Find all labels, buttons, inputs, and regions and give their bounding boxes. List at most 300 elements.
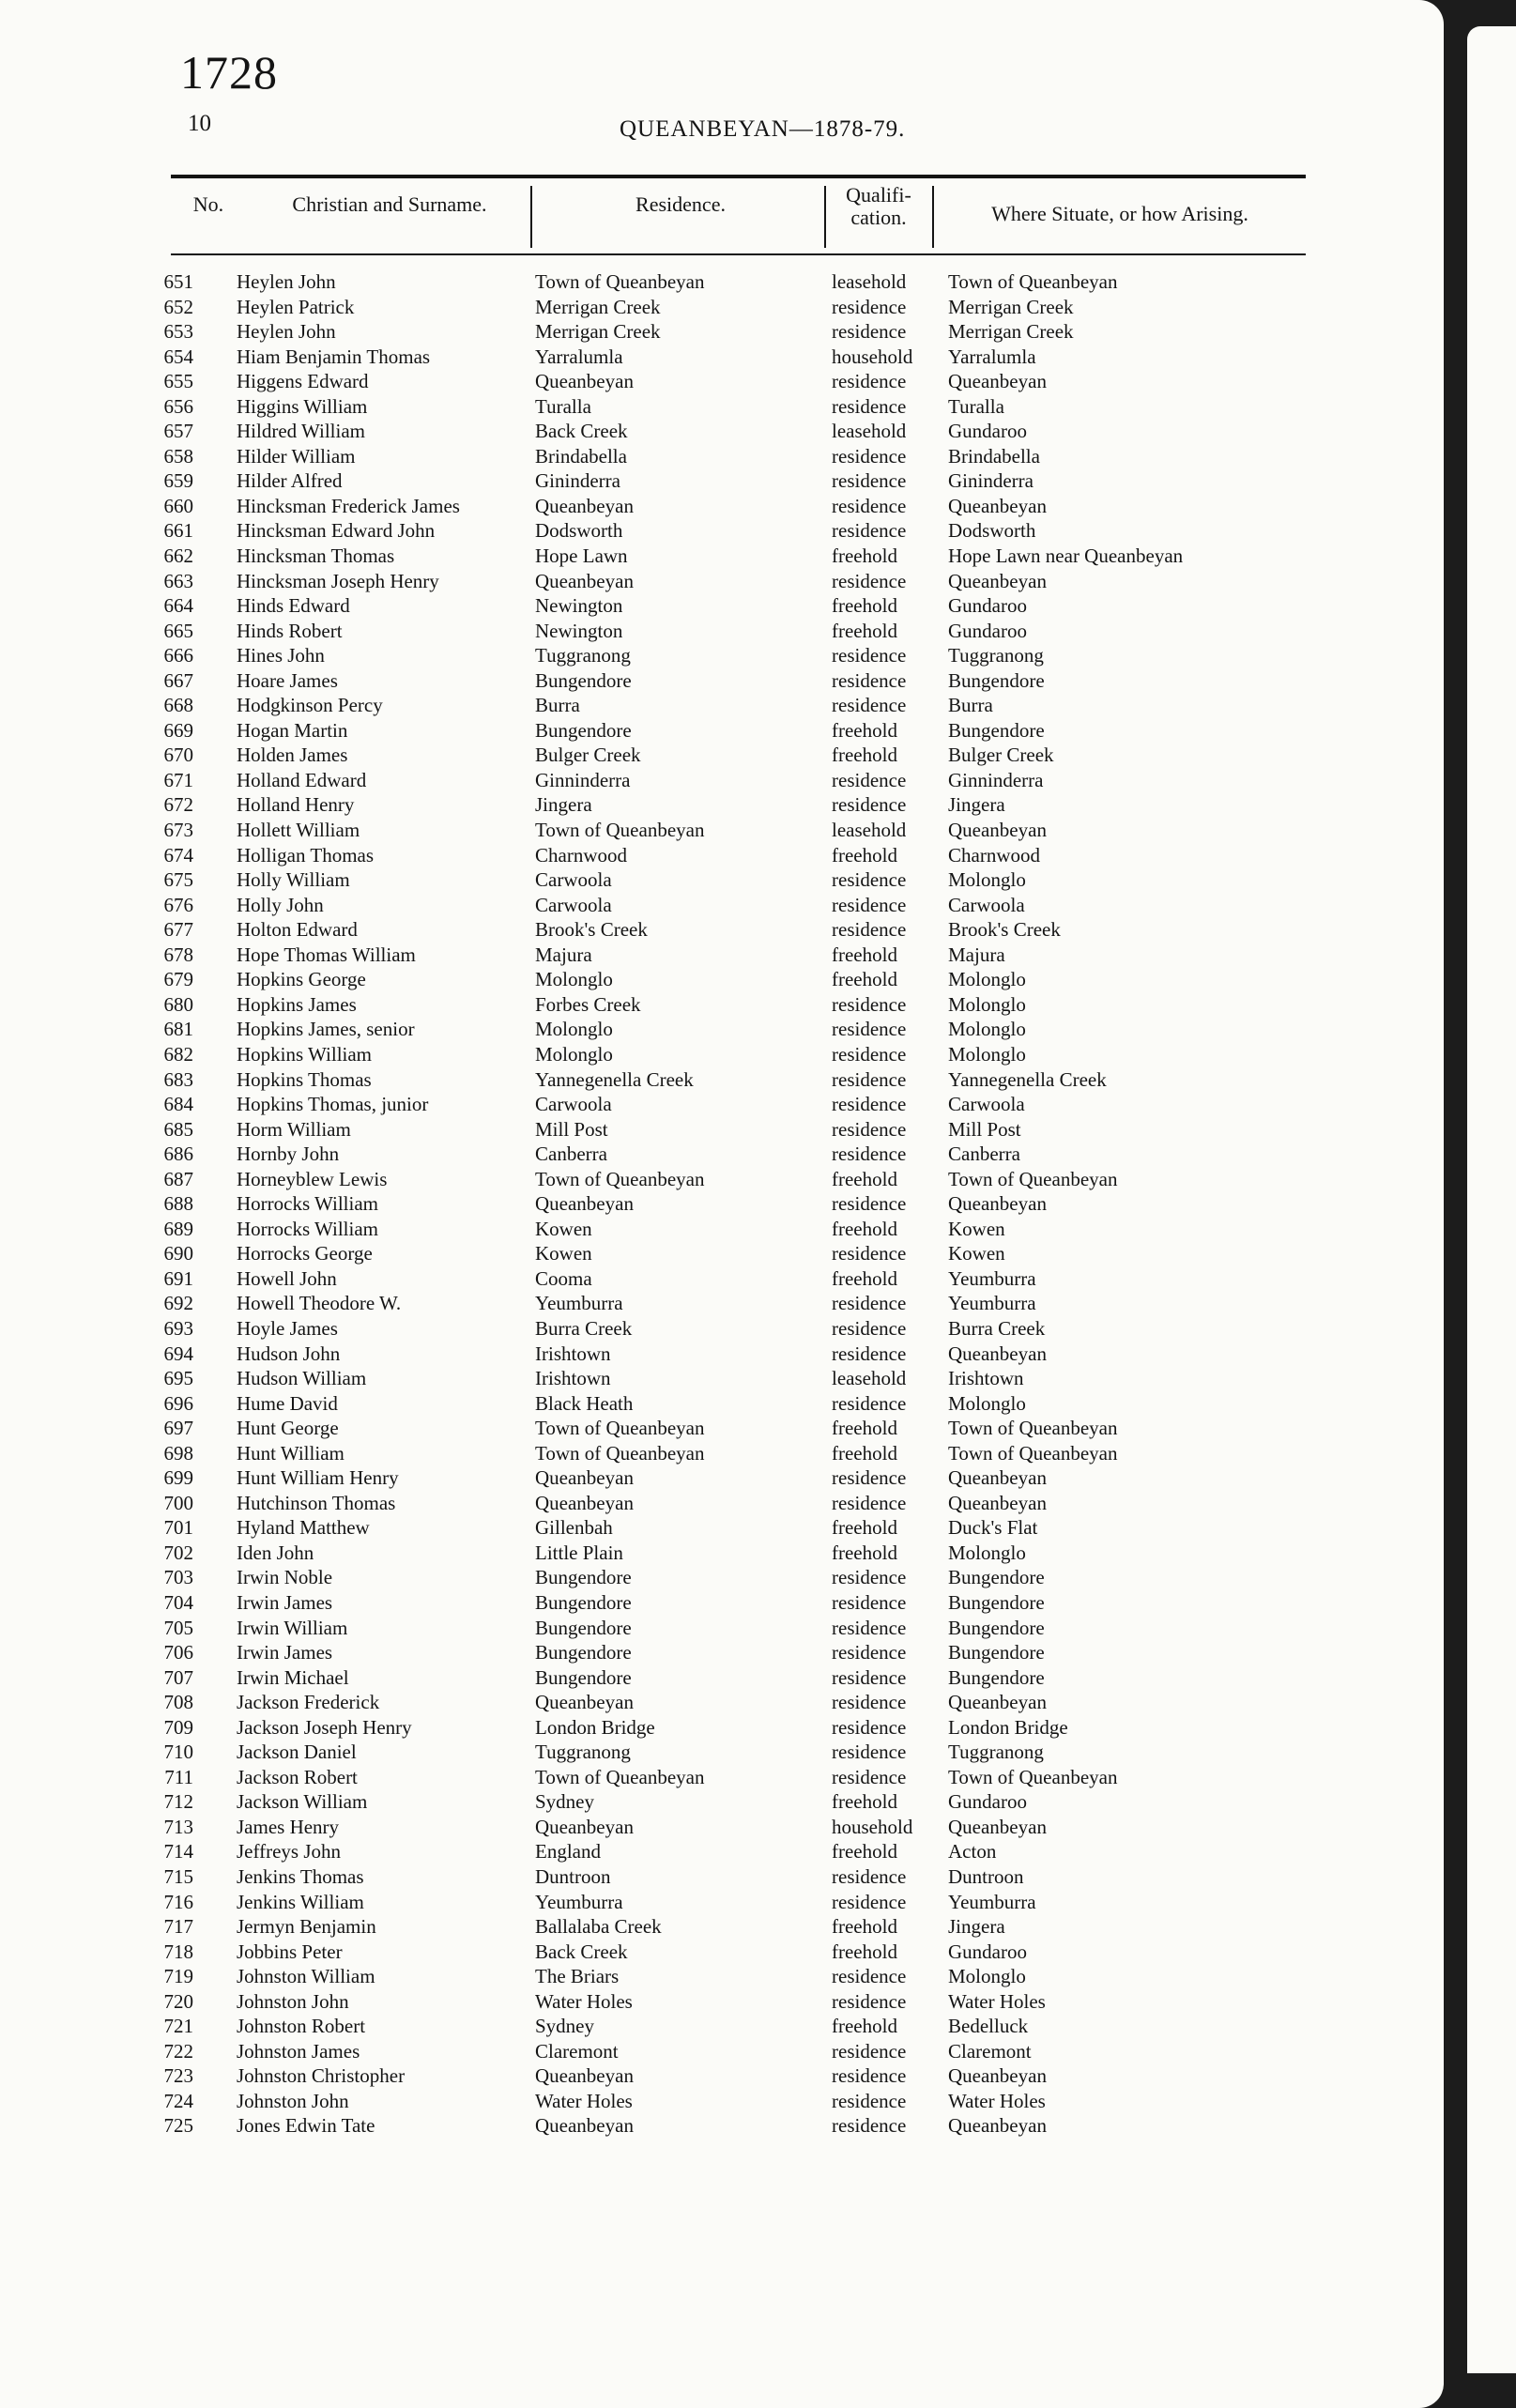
where-situate-cell: Gundaroo xyxy=(948,420,1027,443)
voter-name: Hincksman Edward John xyxy=(237,519,436,543)
residence-cell: Burra xyxy=(535,694,580,717)
row-number: 679 xyxy=(163,968,193,991)
voter-name: Hunt William xyxy=(237,1441,345,1465)
voter-name: Horneyblew Lewis xyxy=(237,1167,388,1190)
where-situate-cell: London Bridge xyxy=(948,1715,1068,1739)
residence-cell: Hope Lawn xyxy=(535,544,628,568)
residence-cell: Molonglo xyxy=(535,1042,613,1066)
qualification-cell: residence xyxy=(832,1865,907,1888)
table-row xyxy=(0,867,1444,893)
page-number: 10 xyxy=(188,111,211,136)
where-situate-cell: Bungendore xyxy=(948,1665,1045,1689)
where-situate-cell: Bungendore xyxy=(948,668,1045,692)
row-number: 702 xyxy=(163,1541,193,1564)
row-number: 676 xyxy=(163,893,193,916)
qualification-cell: residence xyxy=(832,295,907,318)
table-row xyxy=(0,1590,1444,1616)
table-row xyxy=(0,943,1444,968)
where-situate-cell: Duntroon xyxy=(948,1865,1024,1888)
voter-name: Howell Theodore W. xyxy=(237,1292,402,1315)
where-situate-cell: Queanbeyan xyxy=(948,819,1047,842)
table-row xyxy=(0,643,1444,668)
voter-name: Heylen Patrick xyxy=(237,295,355,318)
table-row xyxy=(0,1491,1444,1516)
where-situate-cell: Bulger Creek xyxy=(948,744,1054,767)
where-situate-cell: Queanbeyan xyxy=(948,1815,1047,1838)
residence-cell: Merrigan Creek xyxy=(535,320,661,344)
row-number: 685 xyxy=(163,1117,193,1141)
qualification-cell: residence xyxy=(832,1316,907,1340)
where-situate-cell: Brindabella xyxy=(948,444,1040,468)
qualification-cell: residence xyxy=(832,1890,907,1913)
voter-name: Heylen John xyxy=(237,270,336,293)
where-situate-cell: Bungendore xyxy=(948,1590,1045,1614)
residence-cell: Tuggranong xyxy=(535,644,631,667)
row-number: 694 xyxy=(163,1342,193,1365)
voter-name: Holton Edward xyxy=(237,918,358,942)
qualification-cell: freehold xyxy=(832,1217,897,1240)
voter-name: Horrocks William xyxy=(237,1217,378,1240)
where-situate-cell: Tuggranong xyxy=(948,1741,1044,1764)
residence-cell: London Bridge xyxy=(535,1715,655,1739)
table-row xyxy=(0,1640,1444,1665)
row-number: 724 xyxy=(163,2089,193,2112)
qualification-cell: freehold xyxy=(832,1915,897,1939)
table-row xyxy=(0,792,1444,818)
residence-cell: Carwoola xyxy=(535,868,612,892)
voter-name: Jermyn Benjamin xyxy=(237,1915,376,1939)
where-situate-cell: Gundaroo xyxy=(948,594,1027,618)
where-situate-cell: Molonglo xyxy=(948,1965,1026,1988)
voter-name: Higgens Edward xyxy=(237,370,369,393)
where-situate-cell: Molonglo xyxy=(948,1018,1026,1041)
running-head: QUEANBEYAN—1878-79. xyxy=(620,116,906,142)
residence-cell: Duntroon xyxy=(535,1865,611,1888)
table-row xyxy=(0,967,1444,992)
voter-name: Irwin Michael xyxy=(237,1665,349,1689)
qualification-cell: freehold xyxy=(832,744,897,767)
header-bottom-rule xyxy=(171,253,1306,255)
voter-name: Hudson William xyxy=(237,1367,367,1390)
qualification-cell: residence xyxy=(832,394,907,418)
table-row xyxy=(0,917,1444,943)
table-row xyxy=(0,369,1444,394)
voter-name: Johnston James xyxy=(237,2039,360,2063)
where-situate-cell: Queanbeyan xyxy=(948,1192,1047,1216)
residence-cell: Town of Queanbeyan xyxy=(535,1167,705,1190)
row-number: 663 xyxy=(163,569,193,592)
column-header-name: Christian and Surname. xyxy=(292,192,487,216)
voter-name: Howell John xyxy=(237,1266,337,1290)
qualification-cell: residence xyxy=(832,320,907,344)
voter-name: Hincksman Frederick James xyxy=(237,494,460,517)
qualification-cell: freehold xyxy=(832,1266,897,1290)
voter-name: Jackson Robert xyxy=(237,1765,358,1788)
qualification-cell: residence xyxy=(832,1566,907,1589)
residence-cell: Yannegenella Creek xyxy=(535,1067,694,1091)
table-row xyxy=(0,569,1444,594)
residence-cell: Black Heath xyxy=(535,1391,634,1415)
where-situate-cell: Majura xyxy=(948,943,1005,966)
where-situate-cell: Burra Creek xyxy=(948,1316,1046,1340)
qualification-cell: freehold xyxy=(832,943,897,966)
qualification-cell: residence xyxy=(832,2089,907,2112)
voter-name: Hinds Edward xyxy=(237,594,350,618)
qualification-cell: residence xyxy=(832,1067,907,1091)
row-number: 722 xyxy=(163,2039,193,2063)
residence-cell: Town of Queanbeyan xyxy=(535,1441,705,1465)
residence-cell: Canberra xyxy=(535,1143,607,1166)
voter-name: Johnston John xyxy=(237,2089,349,2112)
table-row xyxy=(0,2014,1444,2039)
where-situate-cell: Gundaroo xyxy=(948,619,1027,642)
qualification-cell: freehold xyxy=(832,544,897,568)
qualification-cell: residence xyxy=(832,1665,907,1689)
voter-name: Hilder Alfred xyxy=(237,469,343,493)
residence-cell: The Briars xyxy=(535,1965,620,1988)
voter-name: Irwin Noble xyxy=(237,1566,333,1589)
row-number: 687 xyxy=(163,1167,193,1190)
residence-cell: Queanbeyan xyxy=(535,1466,634,1490)
qualification-cell: residence xyxy=(832,1491,907,1514)
qualification-cell: freehold xyxy=(832,1541,897,1564)
where-situate-cell: Town of Queanbeyan xyxy=(948,1441,1118,1465)
table-row xyxy=(0,1839,1444,1864)
column-header-where: Where Situate, or how Arising. xyxy=(991,202,1248,225)
row-number: 693 xyxy=(163,1316,193,1340)
qualification-cell: leasehold xyxy=(832,270,907,293)
qualification-cell: residence xyxy=(832,1391,907,1415)
residence-cell: Queanbeyan xyxy=(535,1691,634,1714)
where-situate-cell: Mill Post xyxy=(948,1117,1021,1141)
residence-cell: Dodsworth xyxy=(535,519,623,543)
row-number: 677 xyxy=(163,918,193,942)
where-situate-cell: Dodsworth xyxy=(948,519,1036,543)
residence-cell: Jingera xyxy=(535,793,592,817)
row-number: 721 xyxy=(163,2015,193,2038)
voter-name: Hume David xyxy=(237,1391,338,1415)
table-row xyxy=(0,1940,1444,1965)
residence-cell: Queanbeyan xyxy=(535,494,634,517)
table-row xyxy=(0,619,1444,644)
qualification-cell: residence xyxy=(832,1143,907,1166)
where-situate-cell: Canberra xyxy=(948,1143,1020,1166)
qualification-cell: freehold xyxy=(832,1516,897,1540)
table-row xyxy=(0,693,1444,718)
row-number: 723 xyxy=(163,2064,193,2088)
table-row xyxy=(0,1465,1444,1491)
residence-cell: Town of Queanbeyan xyxy=(535,1765,705,1788)
table-row xyxy=(0,1914,1444,1940)
residence-cell: Mill Post xyxy=(535,1117,608,1141)
table-row xyxy=(0,269,1444,295)
table-row xyxy=(0,1565,1444,1590)
table-row xyxy=(0,893,1444,918)
row-number: 689 xyxy=(163,1217,193,1240)
voter-name: Hopkins William xyxy=(237,1042,373,1066)
where-situate-cell: Molonglo xyxy=(948,968,1026,991)
row-number: 681 xyxy=(163,1018,193,1041)
qualification-cell: residence xyxy=(832,1342,907,1365)
where-situate-cell: Merrigan Creek xyxy=(948,320,1074,344)
voter-name: Jackson Joseph Henry xyxy=(237,1715,412,1739)
residence-cell: Water Holes xyxy=(535,2089,633,2112)
table-row xyxy=(0,768,1444,793)
voter-name: Holly John xyxy=(237,893,324,916)
row-number: 688 xyxy=(163,1192,193,1216)
where-situate-cell: Irishtown xyxy=(948,1367,1024,1390)
voter-name: Hilder William xyxy=(237,444,356,468)
where-situate-cell: Molonglo xyxy=(948,1042,1026,1066)
where-situate-cell: Tuggranong xyxy=(948,644,1044,667)
residence-cell: Kowen xyxy=(535,1242,592,1265)
row-number: 670 xyxy=(163,744,193,767)
row-number: 686 xyxy=(163,1143,193,1166)
voter-name: Hope Thomas William xyxy=(237,943,416,966)
table-row xyxy=(0,1740,1444,1765)
qualification-cell: residence xyxy=(832,1590,907,1614)
row-number: 699 xyxy=(163,1466,193,1490)
table-row xyxy=(0,2089,1444,2114)
where-situate-cell: Queanbeyan xyxy=(948,1691,1047,1714)
where-situate-cell: Merrigan Creek xyxy=(948,295,1074,318)
table-row xyxy=(0,1541,1444,1566)
qualification-cell: household xyxy=(832,1815,913,1838)
row-number: 684 xyxy=(163,1093,193,1116)
voter-name: Irwin James xyxy=(237,1590,333,1614)
row-number: 705 xyxy=(163,1616,193,1639)
row-number: 672 xyxy=(163,793,193,817)
table-row xyxy=(0,818,1444,843)
table-row xyxy=(0,345,1444,370)
voter-name: Hopkins Thomas xyxy=(237,1067,372,1091)
qualification-cell: residence xyxy=(832,569,907,592)
qualification-cell: household xyxy=(832,345,913,368)
residence-cell: Back Creek xyxy=(535,420,628,443)
qualification-cell: residence xyxy=(832,1192,907,1216)
residence-cell: Bulger Creek xyxy=(535,744,641,767)
where-situate-cell: Duck's Flat xyxy=(948,1516,1038,1540)
table-row xyxy=(0,1017,1444,1042)
residence-cell: Bungendore xyxy=(535,1641,632,1664)
row-number: 708 xyxy=(163,1691,193,1714)
qualification-cell: freehold xyxy=(832,619,897,642)
qualification-cell: freehold xyxy=(832,2015,897,2038)
row-number: 658 xyxy=(163,444,193,468)
table-row xyxy=(0,295,1444,320)
row-number: 671 xyxy=(163,768,193,791)
residence-cell: Town of Queanbeyan xyxy=(535,819,705,842)
residence-cell: Tuggranong xyxy=(535,1741,631,1764)
qualification-cell: residence xyxy=(832,1042,907,1066)
qualification-cell: residence xyxy=(832,519,907,543)
voter-name: Jackson Frederick xyxy=(237,1691,380,1714)
voter-name: Holligan Thomas xyxy=(237,843,375,867)
qualification-cell: freehold xyxy=(832,718,897,742)
qualification-cell: residence xyxy=(832,1691,907,1714)
residence-cell: Queanbeyan xyxy=(535,569,634,592)
row-number: 665 xyxy=(163,619,193,642)
qualification-cell: residence xyxy=(832,1018,907,1041)
residence-cell: Sydney xyxy=(535,1790,594,1814)
row-number: 714 xyxy=(163,1840,193,1864)
residence-cell: Yeumburra xyxy=(535,1292,623,1315)
table-row xyxy=(0,1117,1444,1143)
table-row xyxy=(0,394,1444,420)
residence-cell: Irishtown xyxy=(535,1367,611,1390)
residence-cell: Town of Queanbeyan xyxy=(535,270,705,293)
row-number: 713 xyxy=(163,1815,193,1838)
table-row xyxy=(0,1864,1444,1890)
row-number: 661 xyxy=(163,519,193,543)
residence-cell: Ballalaba Creek xyxy=(535,1915,662,1939)
residence-cell: Molonglo xyxy=(535,968,613,991)
row-number: 660 xyxy=(163,494,193,517)
table-row xyxy=(0,518,1444,544)
voter-name: Hincksman Joseph Henry xyxy=(237,569,439,592)
residence-cell: Bungendore xyxy=(535,718,632,742)
table-row xyxy=(0,1765,1444,1790)
residence-cell: Carwoola xyxy=(535,1093,612,1116)
residence-cell: England xyxy=(535,1840,601,1864)
where-situate-cell: Yeumburra xyxy=(948,1266,1036,1290)
residence-cell: Queanbeyan xyxy=(535,1491,634,1514)
qualification-cell: residence xyxy=(832,2114,907,2138)
qualification-cell: residence xyxy=(832,768,907,791)
table-row xyxy=(0,992,1444,1018)
row-number: 706 xyxy=(163,1641,193,1664)
table-row xyxy=(0,1042,1444,1067)
where-situate-cell: Kowen xyxy=(948,1217,1005,1240)
voter-name: Hiam Benjamin Thomas xyxy=(237,345,431,368)
where-situate-cell: Queanbeyan xyxy=(948,1491,1047,1514)
table-row xyxy=(0,1266,1444,1292)
table-row xyxy=(0,1890,1444,1915)
table-row xyxy=(0,718,1444,744)
qualification-cell: residence xyxy=(832,1242,907,1265)
voter-name: Johnston William xyxy=(237,1965,375,1988)
voter-name: Holly William xyxy=(237,868,350,892)
voter-name: Jobbins Peter xyxy=(237,1940,343,1963)
where-situate-cell: Molonglo xyxy=(948,868,1026,892)
where-situate-cell: Ginninderra xyxy=(948,768,1044,791)
table-row xyxy=(0,468,1444,494)
row-number: 715 xyxy=(163,1865,193,1888)
residence-cell: Burra Creek xyxy=(535,1316,633,1340)
residence-cell: Claremont xyxy=(535,2039,619,2063)
row-number: 716 xyxy=(163,1890,193,1913)
qualification-cell: residence xyxy=(832,644,907,667)
where-situate-cell: Queanbeyan xyxy=(948,569,1047,592)
row-number: 673 xyxy=(163,819,193,842)
column-header-no: No. xyxy=(192,192,224,216)
voter-name: Hudson John xyxy=(237,1342,341,1365)
voter-name: Hollett William xyxy=(237,819,360,842)
table-row xyxy=(0,319,1444,345)
residence-cell: Ginninderra xyxy=(535,768,631,791)
row-number: 683 xyxy=(163,1067,193,1091)
qualification-cell: residence xyxy=(832,494,907,517)
row-number: 654 xyxy=(163,345,193,368)
residence-cell: Majura xyxy=(535,943,592,966)
header-top-rule xyxy=(171,175,1306,178)
column-separator xyxy=(530,186,532,248)
row-number: 651 xyxy=(163,270,193,293)
table-row xyxy=(0,1715,1444,1741)
row-number: 711 xyxy=(164,1765,193,1788)
table-row xyxy=(0,1989,1444,2015)
residence-cell: Bungendore xyxy=(535,1616,632,1639)
voter-name: Jenkins William xyxy=(237,1890,364,1913)
qualification-cell: residence xyxy=(832,469,907,493)
where-situate-cell: Bungendore xyxy=(948,1616,1045,1639)
voter-name: Iden John xyxy=(237,1541,314,1564)
row-number: 691 xyxy=(163,1266,193,1290)
residence-cell: Molonglo xyxy=(535,1018,613,1041)
qualification-cell: residence xyxy=(832,694,907,717)
row-number: 718 xyxy=(163,1940,193,1963)
residence-cell: Town of Queanbeyan xyxy=(535,1417,705,1440)
qualification-cell: residence xyxy=(832,2064,907,2088)
where-situate-cell: Town of Queanbeyan xyxy=(948,1765,1118,1788)
where-situate-cell: Yannegenella Creek xyxy=(948,1067,1107,1091)
where-situate-cell: Turalla xyxy=(948,394,1004,418)
table-row xyxy=(0,1217,1444,1242)
where-situate-cell: Bungendore xyxy=(948,1641,1045,1664)
residence-cell: Bungendore xyxy=(535,1665,632,1689)
residence-cell: Bungendore xyxy=(535,668,632,692)
voter-name: Hornby John xyxy=(237,1143,340,1166)
row-number: 666 xyxy=(163,644,193,667)
residence-cell: Kowen xyxy=(535,1217,592,1240)
voter-name: Horm William xyxy=(237,1117,351,1141)
residence-cell: Gininderra xyxy=(535,469,620,493)
qualification-cell: freehold xyxy=(832,1417,897,1440)
row-number: 680 xyxy=(163,992,193,1016)
table-row xyxy=(0,1515,1444,1541)
residence-cell: Queanbeyan xyxy=(535,1815,634,1838)
voter-name: Hopkins James xyxy=(237,992,357,1016)
table-row xyxy=(0,843,1444,868)
residence-cell: Brindabella xyxy=(535,444,627,468)
where-situate-cell: Queanbeyan xyxy=(948,1466,1047,1490)
row-number: 696 xyxy=(163,1391,193,1415)
where-situate-cell: Molonglo xyxy=(948,1541,1026,1564)
where-situate-cell: Bungendore xyxy=(948,718,1045,742)
voter-name: Hodgkinson Percy xyxy=(237,694,383,717)
row-number: 707 xyxy=(163,1665,193,1689)
row-number: 725 xyxy=(163,2114,193,2138)
voter-name: Jackson William xyxy=(237,1790,368,1814)
voter-name: Hunt George xyxy=(237,1417,339,1440)
where-situate-cell: Hope Lawn near Queanbeyan xyxy=(948,544,1184,568)
qualification-cell: freehold xyxy=(832,1167,897,1190)
table-row xyxy=(0,2039,1444,2064)
voter-name: Hunt William Henry xyxy=(237,1466,399,1490)
table-row xyxy=(0,1789,1444,1815)
where-situate-cell: Carwoola xyxy=(948,893,1025,916)
residence-cell: Charnwood xyxy=(535,843,627,867)
table-row xyxy=(0,1416,1444,1441)
qualification-cell: freehold xyxy=(832,1940,897,1963)
table-row xyxy=(0,1342,1444,1367)
table-row xyxy=(0,1441,1444,1466)
qualification-cell: freehold xyxy=(832,1441,897,1465)
row-number: 682 xyxy=(163,1042,193,1066)
row-number: 669 xyxy=(163,718,193,742)
voter-name: Johnston Christopher xyxy=(237,2064,406,2088)
residence-cell: Carwoola xyxy=(535,893,612,916)
